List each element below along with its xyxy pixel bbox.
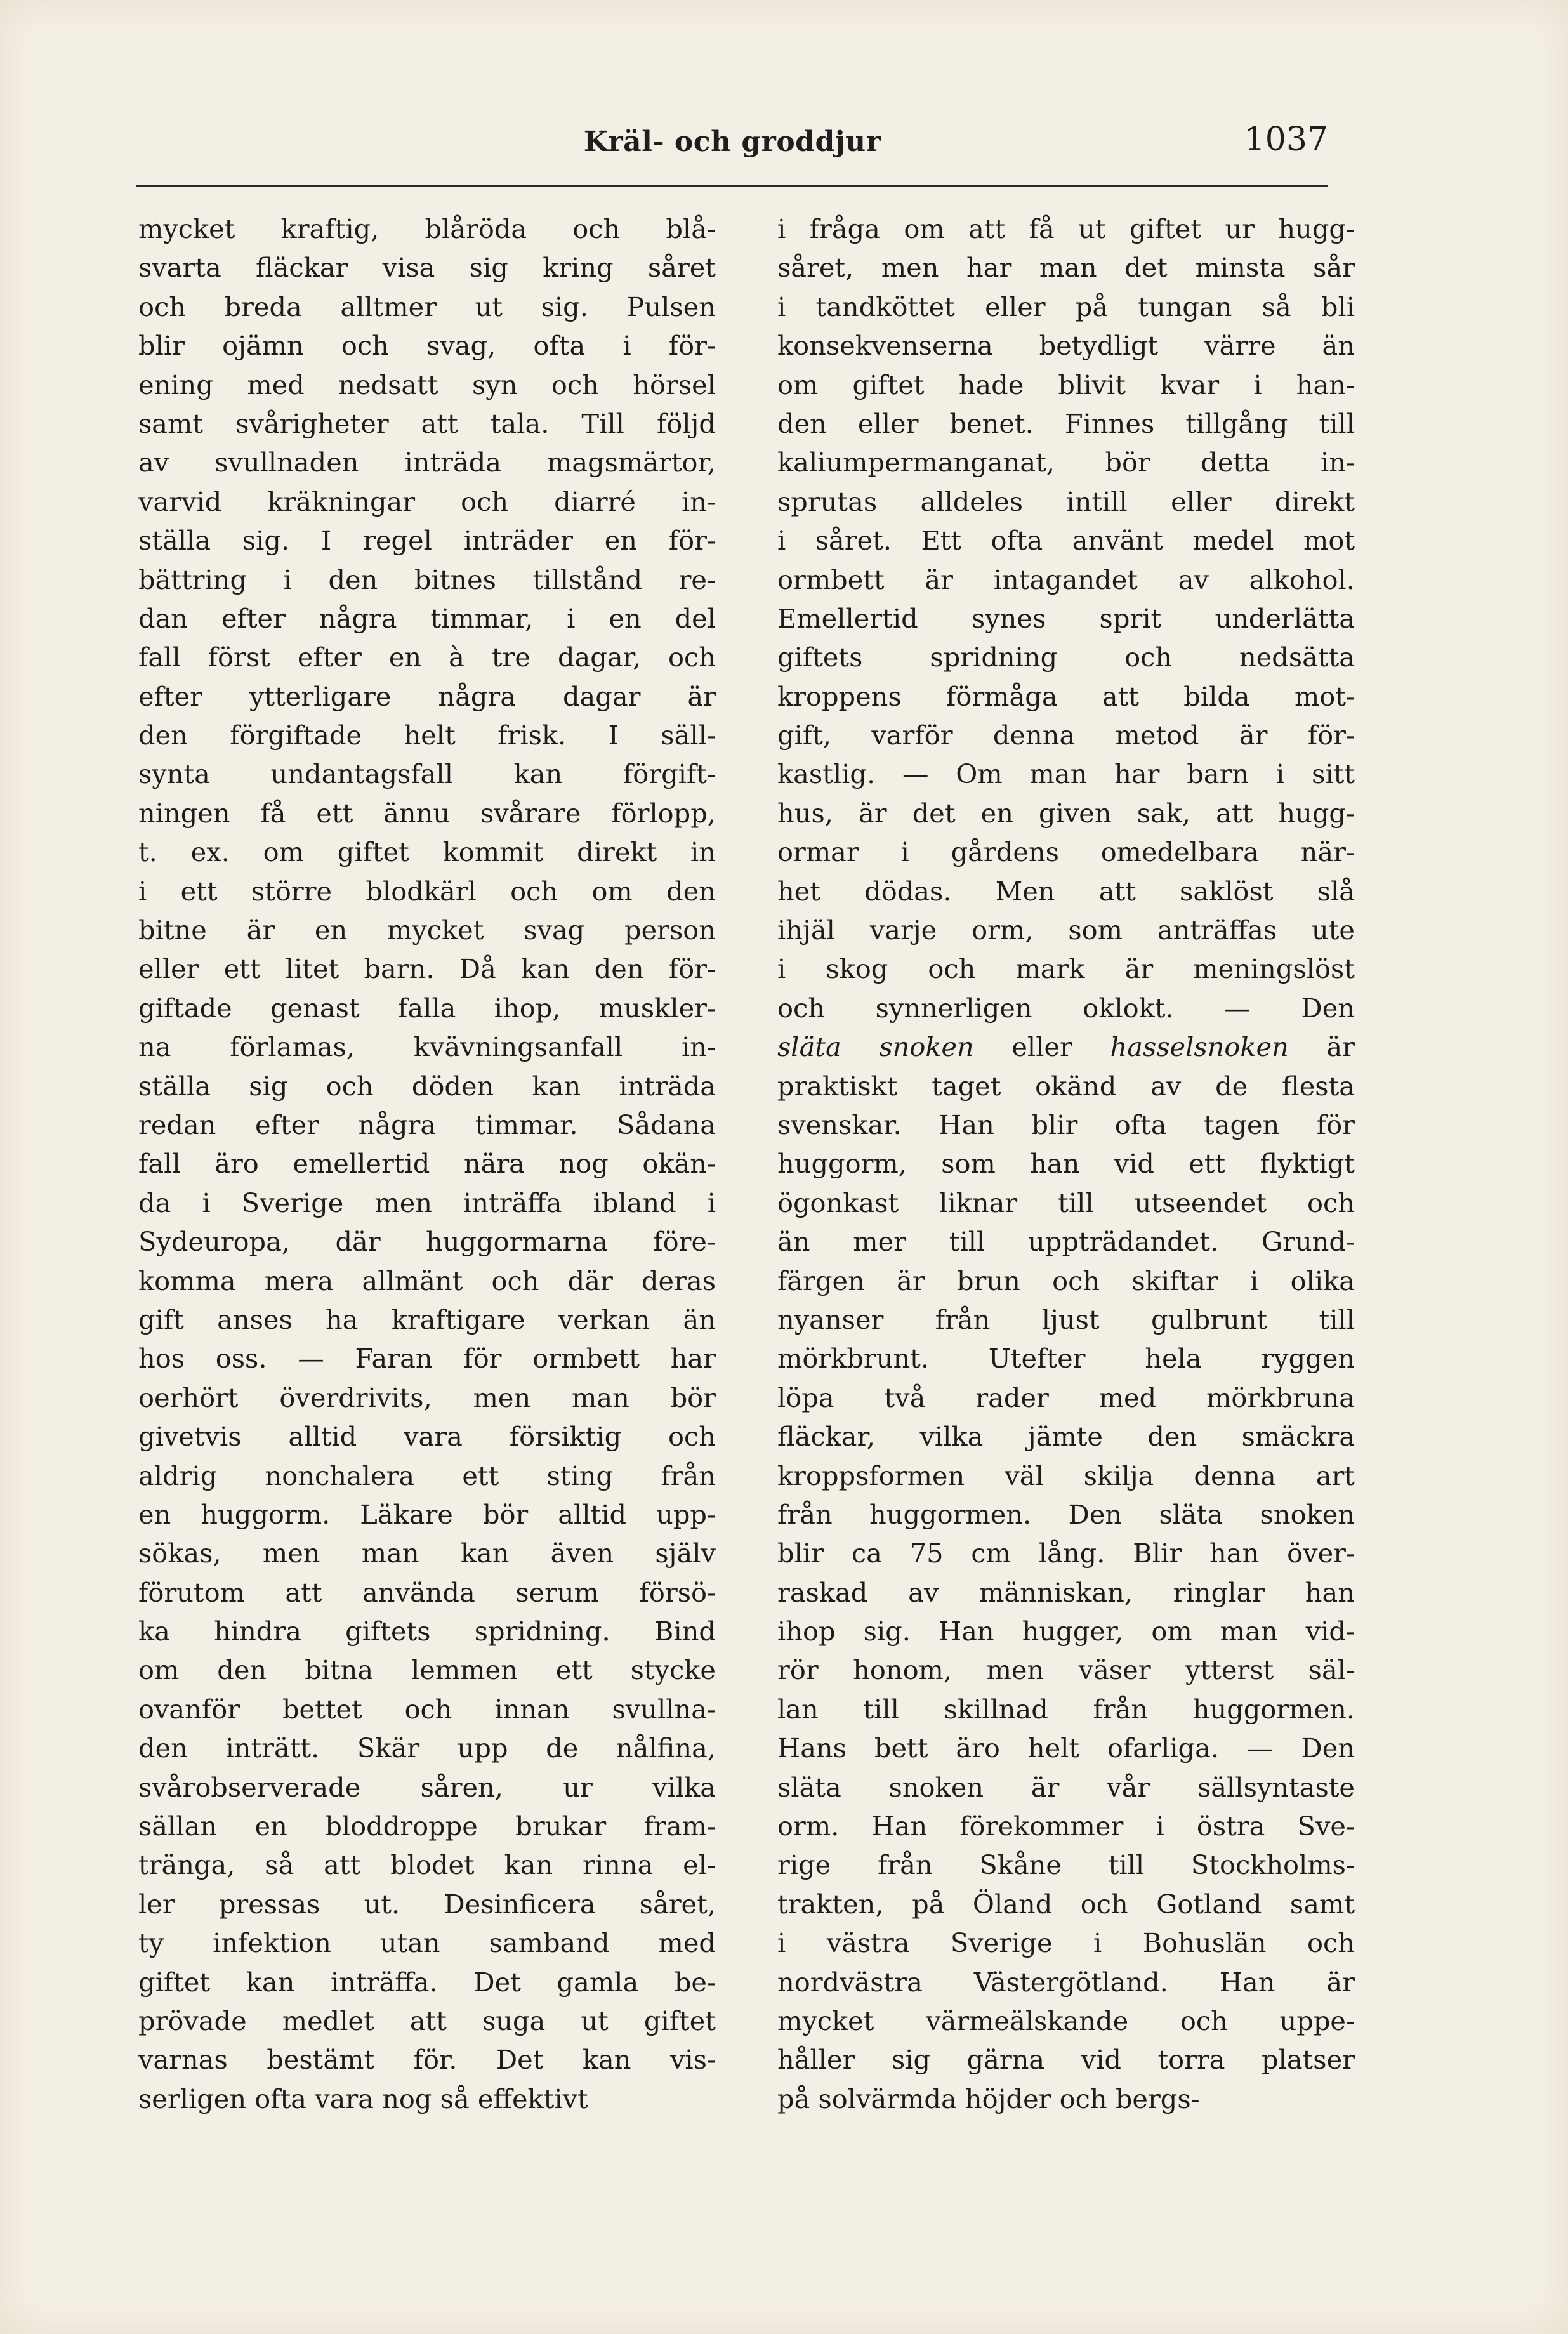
text-line: i skog och mark är meningslöst [777,953,1355,985]
text-line: den inträtt. Skär upp de nålfina, [138,1732,716,1764]
text-line: efter ytterligare några dagar är [138,680,716,712]
text-line: svårobserverade såren, ur vilka [138,1771,716,1803]
text-line: mycket värmeälskande och uppe- [777,2005,1355,2036]
text-line: svenskar. Han blir ofta tagen för [777,1109,1355,1140]
text-line: mycket kraftig, blåröda och blå- [138,213,716,244]
text-line: ningen få ett ännu svårare förlopp, [138,797,716,829]
text-line: konsekvenserna betydligt värre än [777,330,1355,362]
text-line: het dödas. Men att saklöst slå [777,875,1355,907]
text-line: och synnerligen oklokt. — Den [777,992,1355,1024]
text-line: givetvis alltid vara försiktig och [138,1421,716,1453]
text-line: bättring i den bitnes tillstånd re- [138,564,716,595]
text-line: ögonkast liknar till utseendet och [777,1187,1355,1218]
text-line: i tandköttet eller på tungan så bli [777,291,1355,322]
text-line: raskad av människan, ringlar han [777,1576,1355,1608]
text-line: na förlamas, kvävningsanfall in- [138,1031,716,1063]
text-line: ty infektion utan samband med [138,1927,716,1959]
text-line: hus, är det en given sak, att hugg- [777,797,1355,829]
text-line: samt svårigheter att tala. Till följd [138,407,716,439]
text-line: från huggormen. Den släta snoken [777,1498,1355,1530]
page-number: 1037 [1244,121,1328,159]
text-line: giftet kan inträffa. Det gamla be- [138,1966,716,1998]
text-line: oerhört överdrivits, men man bör [138,1381,716,1413]
text-line: dan efter några timmar, i en del [138,602,716,634]
text-line: och breda alltmer ut sig. Pulsen [138,291,716,322]
text-line: i fråga om att få ut giftet ur hugg- [777,213,1355,244]
text-line: trakten, på Öland och Gotland samt [777,1888,1355,1920]
text-line: rör honom, men väser ytterst säl- [777,1654,1355,1686]
text-line: redan efter några timmar. Sådana [138,1109,716,1140]
page-header [136,114,1328,184]
text-line: fall äro emellertid nära nog okän- [138,1148,716,1180]
text-line: nyanser från ljust gulbrunt till [777,1303,1355,1335]
right-column [777,209,1355,2118]
text-line: Emellertid synes sprit underlätta [777,602,1355,634]
text-line: varvid kräkningar och diarré in- [138,485,716,517]
text-line: Hans bett äro helt ofarliga. — Den [777,1732,1355,1764]
text-line: aldrig nonchalera ett sting från [138,1460,716,1491]
text-line: serligen ofta vara nog så effektivt [138,2083,588,2114]
text-line: på solvärmda höjder och bergs- [777,2083,1200,2114]
text-line: den förgiftade helt frisk. I säll- [138,720,716,751]
text-line: släta snoken är vår sällsyntaste [777,1771,1355,1803]
text-line: fläckar, vilka jämte den smäckra [777,1421,1355,1453]
text-line: varnas bestämt för. Det kan vis- [138,2044,716,2076]
text-line: i ett större blodkärl och om den [138,875,716,907]
text-line: ormar i gårdens omedelbara när- [777,836,1355,868]
text-line: sprutas alldeles intill eller direkt [777,485,1355,517]
text-line: giftets spridning och nedsätta [777,642,1355,673]
text-line: blir ojämn och svag, ofta i för- [138,330,716,362]
text-line: ovanför bettet och innan svullna- [138,1693,716,1725]
text-line: tränga, så att blodet kan rinna el- [138,1849,716,1881]
left-column [138,209,716,2118]
text-line: om den bitna lemmen ett stycke [138,1654,716,1686]
text-line: orm. Han förekommer i östra Sve- [777,1810,1355,1842]
text-line: blir ca 75 cm lång. Blir han över- [777,1538,1355,1569]
header-rule [136,185,1328,187]
text-line: huggorm, som han vid ett flyktigt [777,1148,1355,1180]
text-line: ihjäl varje orm, som anträffas ute [777,914,1355,946]
text-line: förutom att använda serum försö- [138,1576,716,1608]
text-line: kroppsformen väl skilja denna art [777,1460,1355,1491]
text-line: ställa sig. I regel inträder en för- [138,525,716,557]
text-line: kaliumpermanganat, bör detta in- [777,447,1355,478]
text-line: ler pressas ut. Desinficera såret, [138,1888,716,1920]
text-line: gift anses ha kraftigare verkan än [138,1303,716,1335]
text-line: ställa sig och döden kan inträda [138,1070,716,1102]
text-line: Sydeuropa, där huggormarna före- [138,1226,716,1258]
text-line: såret, men har man det minsta sår [777,252,1355,284]
text-line: ihop sig. Han hugger, om man vid- [777,1616,1355,1647]
text-line: prövade medlet att suga ut giftet [138,2005,716,2036]
text-line: i västra Sverige i Bohuslän och [777,1927,1355,1959]
text-line: mörkbrunt. Utefter hela ryggen [777,1343,1355,1375]
text-line: da i Sverige men inträffa ibland i [138,1187,716,1218]
text-line: eller ett litet barn. Då kan den för- [138,953,716,985]
italic-term: hasselsnoken [1110,1031,1289,1063]
text-line: lan till skillnad från huggormen. [777,1693,1355,1725]
text-fragment: eller [973,1031,1110,1063]
text-line: sökas, men man kan även själv [138,1538,716,1569]
text-line: färgen är brun och skiftar i olika [777,1265,1355,1296]
text-line: fall först efter en à tre dagar, och [138,642,716,673]
text-line: i såret. Ett ofta använt medel mot [777,525,1355,557]
text-line: giftade genast falla ihop, muskler- [138,992,716,1024]
text-line: synta undantagsfall kan förgift- [138,758,716,790]
text-line: komma mera allmänt och där deras [138,1265,716,1296]
text-line: nordvästra Västergötland. Han är [777,1966,1355,1998]
text-line: håller sig gärna vid torra platser [777,2044,1355,2076]
text-line: hos oss. — Faran för ormbett har [138,1343,716,1375]
text-fragment: är [1288,1031,1355,1063]
text-line: gift, varför denna metod är för- [777,720,1355,751]
text-line: svarta fläckar visa sig kring såret [138,252,716,284]
text-line: än mer till uppträdandet. Grund- [777,1226,1355,1258]
text-line: den eller benet. Finnes tillgång till [777,407,1355,439]
text-line: t. ex. om giftet kommit direkt in [138,836,716,868]
text-line: praktiskt taget okänd av de flesta [777,1070,1355,1102]
text-line: löpa två rader med mörkbruna [777,1381,1355,1413]
text-line: kroppens förmåga att bilda mot- [777,680,1355,712]
text-line: ormbett är intagandet av alkohol. [777,564,1355,595]
text-line: bitne är en mycket svag person [138,914,716,946]
text-line: kastlig. — Om man har barn i sitt [777,758,1355,790]
text-line: en huggorm. Läkare bör alltid upp- [138,1498,716,1530]
text-line: ka hindra giftets spridning. Bind [138,1616,716,1647]
text-line: av svullnaden inträda magsmärtor, [138,447,716,478]
text-line: rige från Skåne till Stockholms- [777,1849,1355,1881]
text-line: sällan en bloddroppe brukar fram- [138,1810,716,1842]
text-line: ening med nedsatt syn och hörsel [138,369,716,400]
text-line [777,1027,1355,1066]
running-title: Kräl- och groddjur [583,126,881,158]
italic-term: släta snoken [777,1031,974,1063]
text-line: om giftet hade blivit kvar i han- [777,369,1355,400]
